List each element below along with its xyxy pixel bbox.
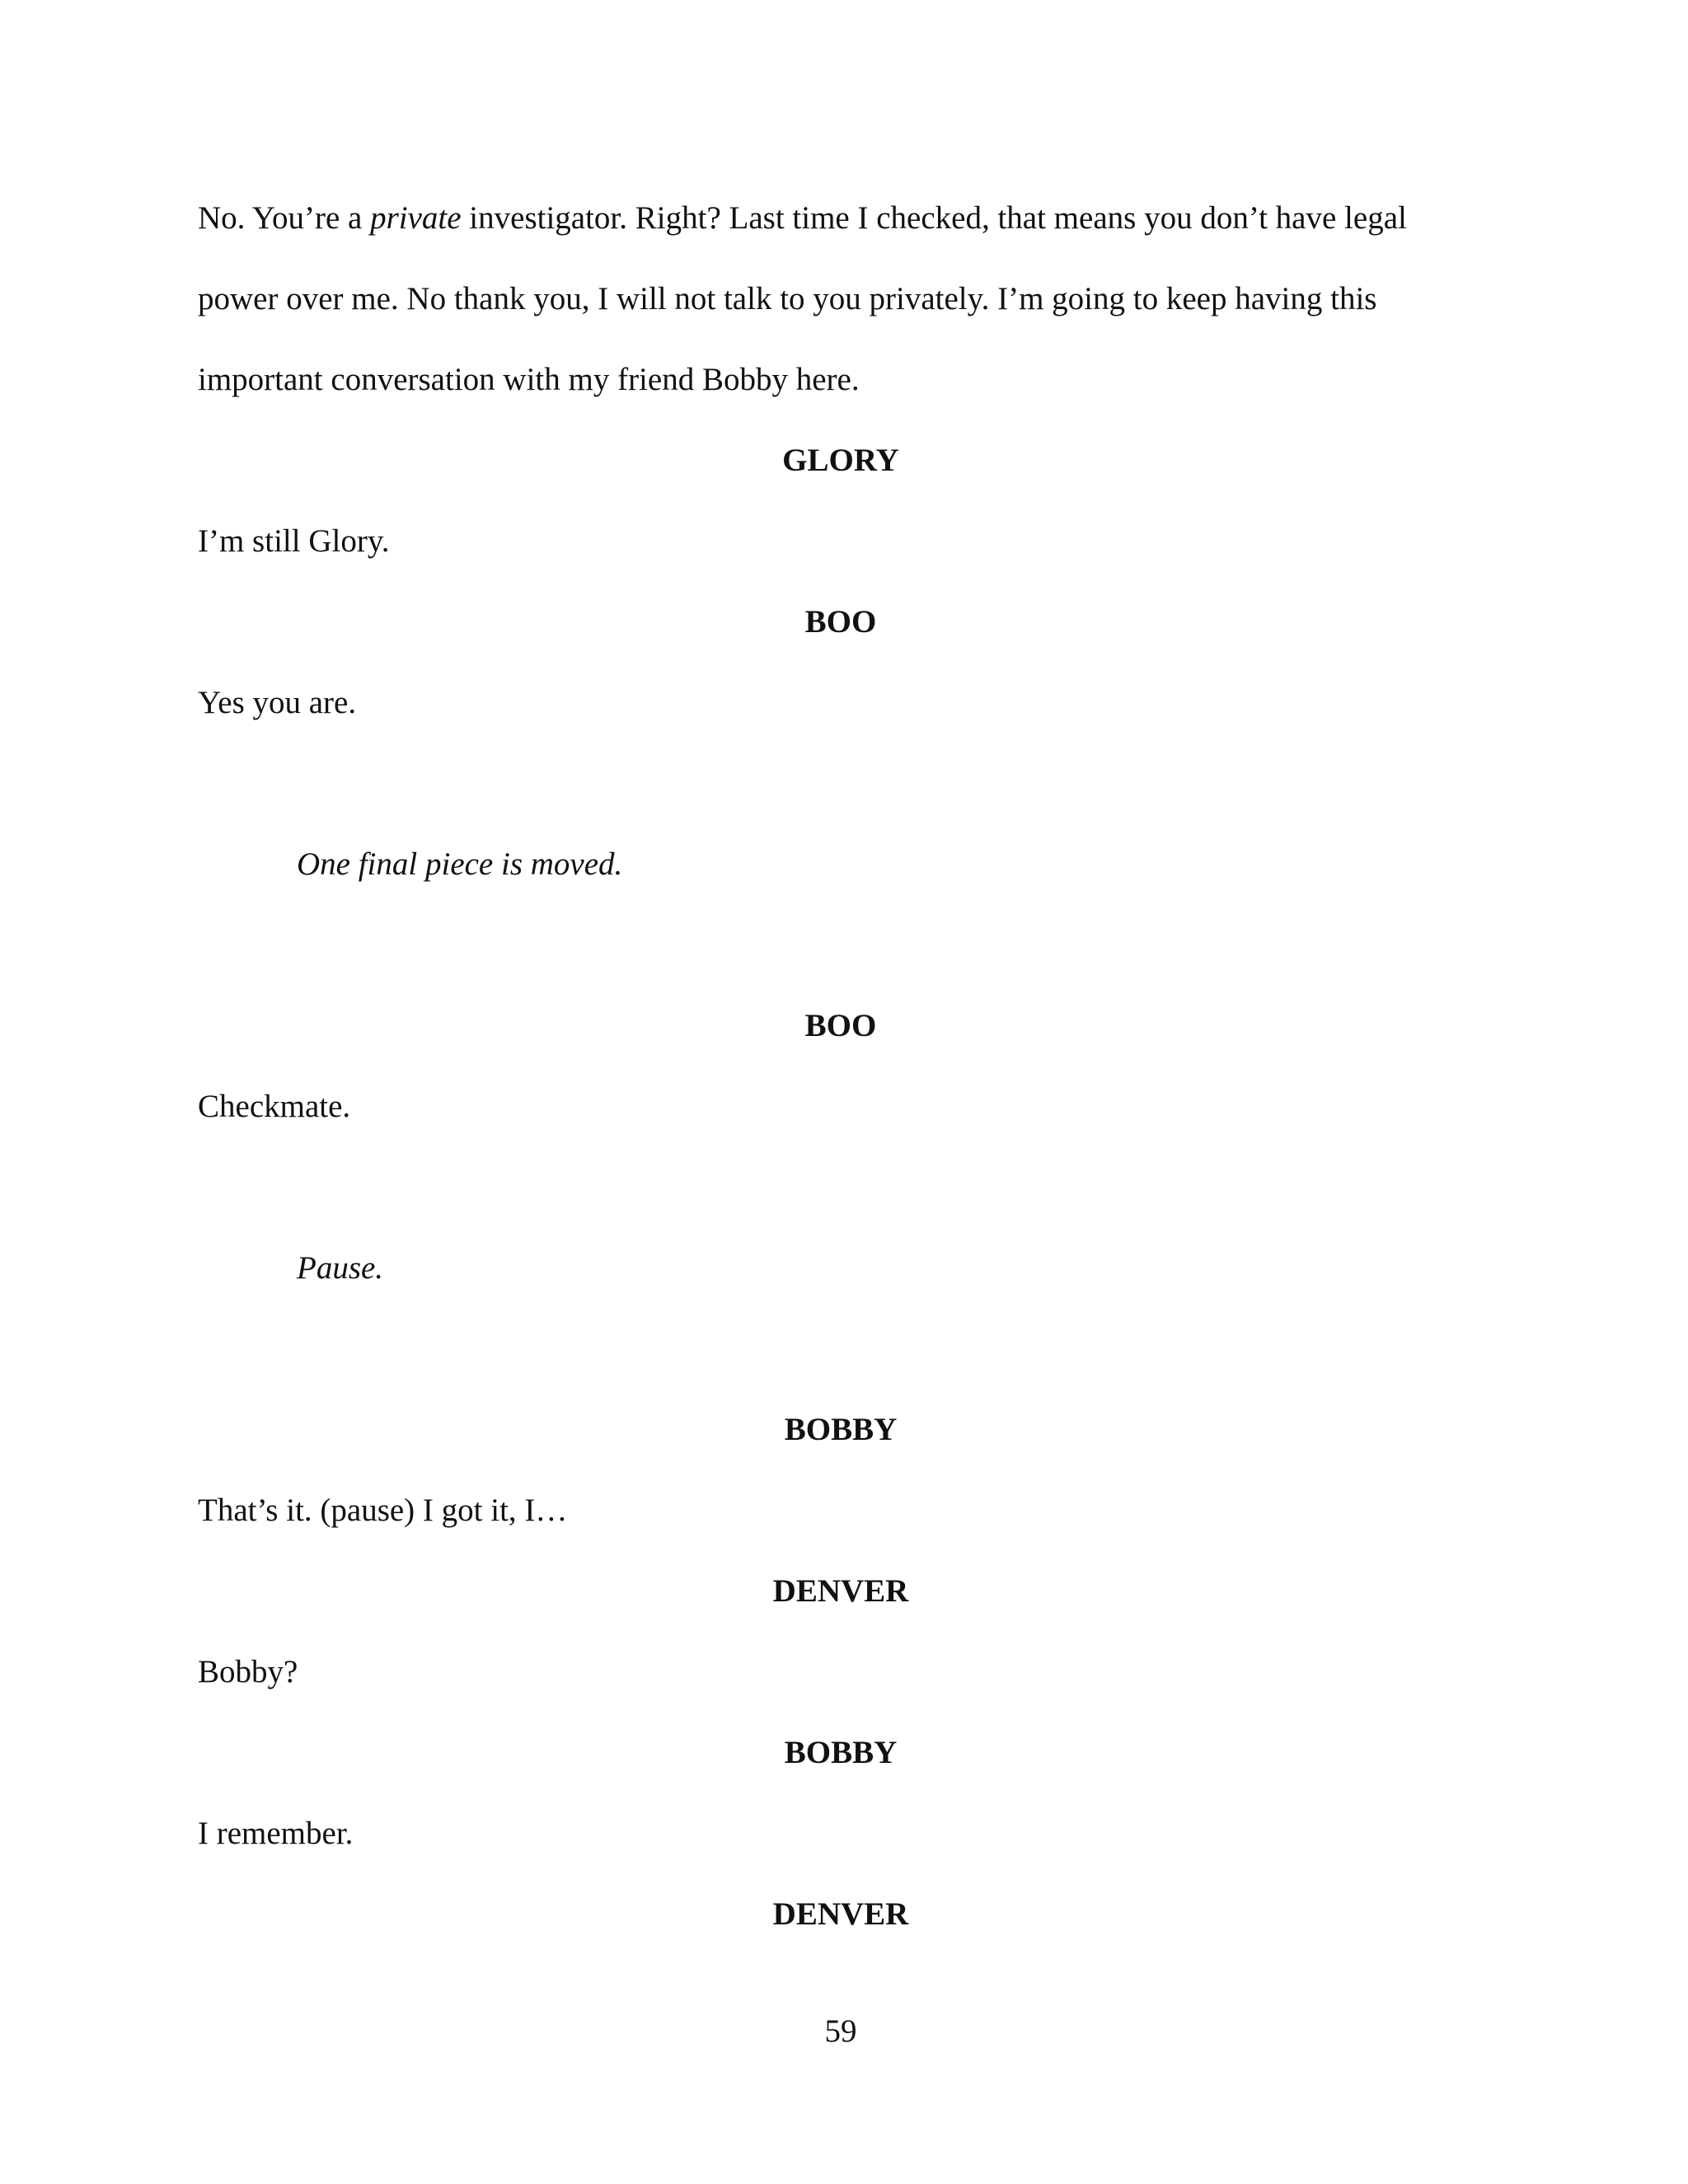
speaker-name: DENVER: [772, 1573, 909, 1609]
speech-line-1: [198, 198, 1407, 239]
dialogue-line: That’s it. (pause) I got it, I…: [198, 1493, 568, 1528]
speaker-name: BOBBY: [784, 1735, 898, 1770]
page-number: 59: [824, 2013, 857, 2049]
stage-direction: One final piece is moved.: [297, 846, 623, 882]
speech-line-3: important conversation with my friend Bobby here.: [198, 362, 860, 397]
dialogue-line: Bobby?: [198, 1654, 298, 1690]
emphasis-private: private: [370, 200, 462, 236]
dialogue-line: I remember.: [198, 1816, 354, 1851]
dialogue-line: I’m still Glory.: [198, 523, 390, 559]
speaker-name: GLORY: [782, 443, 899, 478]
speech-line-1-end: investigator. Right? Last time I checked, that means you don’t have legal: [461, 200, 1407, 236]
dialogue-line: Checkmate.: [198, 1089, 351, 1124]
speaker-name: DENVER: [772, 1896, 909, 1932]
speech-line-1-start: No. You’re a: [198, 200, 371, 236]
dialogue-line: Yes you are.: [198, 685, 357, 720]
speaker-name: BOO: [804, 604, 877, 640]
stage-direction: Pause.: [297, 1250, 384, 1286]
speaker-name: BOBBY: [784, 1412, 898, 1447]
speaker-name: BOO: [804, 1008, 877, 1043]
speech-line-2: power over me. No thank you, I will not talk to you privately. I’m going to keep having this: [198, 281, 1377, 316]
